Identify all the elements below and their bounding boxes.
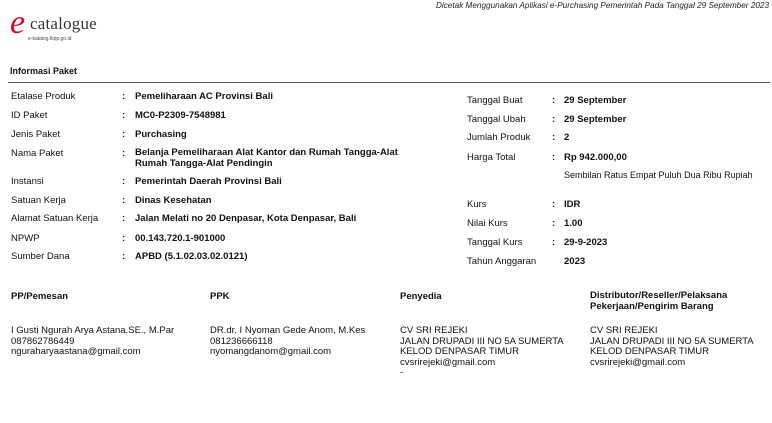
field-label-tanggal-ubah: Tanggal Ubah <box>467 114 526 125</box>
field-value-id-paket: MC0-P2309-7548981 <box>135 110 226 121</box>
field-value-etalase: Pemeliharaan AC Provinsi Bali <box>135 91 273 102</box>
party-line: cvsrirejeki@gmail.com <box>400 356 496 368</box>
party-line: CV SRI REJEKI <box>590 325 658 336</box>
field-label-satuan-kerja: Satuan Kerja <box>11 195 66 206</box>
printed-note: Dicetak Menggunakan Aplikasi e-Purchasing Pemerintah Pada Tanggal 29 September 2023 <box>435 1 769 10</box>
field-label-jenis-paket: Jenis Paket <box>11 129 61 140</box>
party-line: DR.dr. I Nyoman Gede Anom, M.Kes <box>210 325 366 336</box>
party-details-distributor <box>590 326 766 368</box>
field-label-instansi: Instansi <box>11 176 44 187</box>
field-value-tahun-anggaran: 2023 <box>564 256 586 267</box>
field-colon: : <box>122 251 126 262</box>
field-colon: : <box>122 233 126 244</box>
field-label-npwp: NPWP <box>11 233 40 244</box>
harga-terbilang: Sembilan Ratus Empat Puluh Dua Ribu Rupiah <box>564 170 753 180</box>
field-colon: : <box>122 148 126 159</box>
field-colon: : <box>552 152 556 163</box>
field-value-npwp: 00.143.720.1-901000 <box>135 233 226 244</box>
field-label-nilai-kurs: Nilai Kurs <box>467 218 508 229</box>
party-heading-penyedia: Penyedia <box>400 291 442 302</box>
party-line: 081236666118 <box>210 335 273 347</box>
logo-e-mark: e <box>10 4 26 41</box>
field-label-tanggal-buat: Tanggal Buat <box>467 95 523 106</box>
field-label-kurs: Kurs <box>467 199 487 210</box>
logo-url: e-katalog.lkpp.go.id <box>28 36 72 42</box>
party-line: JALAN DRUPADI III NO 5A SUMERTA KELOD DENPASAR TIMUR <box>400 335 564 357</box>
party-line: cvsrirejeki@gmail.com <box>590 356 686 368</box>
party-heading-ppk: PPK <box>210 291 230 302</box>
field-value-satuan-kerja: Dinas Kesehatan <box>135 195 212 206</box>
field-colon: : <box>122 91 126 102</box>
field-value-nama-paket: Belanja Pemeliharaan Alat Kantor dan Rumah Tangga-Alat Rumah Tangga-Alat Pendingin <box>135 147 398 169</box>
party-line: I Gusti Ngurah Arya Astana.SE., M.Par <box>11 325 175 336</box>
field-colon: : <box>552 237 556 248</box>
field-label-tahun-anggaran: Tahun Anggaran <box>467 256 537 267</box>
field-colon: : <box>552 114 556 125</box>
field-value-jenis-paket: Purchasing <box>135 129 187 140</box>
field-value-harga-total: Rp 942.000,00 <box>564 152 627 163</box>
field-value-tanggal-ubah: 29 September <box>564 114 627 125</box>
field-label-tanggal-kurs: Tanggal Kurs <box>467 237 523 248</box>
party-line: 087862786449 <box>11 335 75 347</box>
field-value-sumber-dana: APBD (5.1.02.03.02.0121) <box>135 251 248 262</box>
field-label-harga-total: Harga Total <box>467 152 516 163</box>
party-line: nyomangdanom@gmail.com <box>210 346 332 357</box>
party-details-ppk <box>210 326 395 358</box>
field-value-kurs: IDR <box>564 199 581 210</box>
field-value-instansi: Pemerintah Daerah Provinsi Bali <box>135 176 282 187</box>
party-line: - <box>400 367 404 378</box>
field-label-sumber-dana: Sumber Dana <box>11 251 70 262</box>
field-colon: : <box>552 218 556 229</box>
field-label-id-paket: ID Paket <box>11 110 48 121</box>
party-line: nguraharyaastana@gmail.com <box>11 346 141 357</box>
field-label-etalase: Etalase Produk <box>11 91 76 102</box>
party-details-pemesan <box>11 326 201 358</box>
field-colon: : <box>122 110 126 121</box>
logo-wordmark: catalogue <box>30 14 97 33</box>
field-label-nama-paket: Nama Paket <box>11 148 64 159</box>
field-colon: : <box>552 199 556 210</box>
field-label-alamat: Alamat Satuan Kerja <box>11 213 99 224</box>
field-value-tanggal-kurs: 29-9-2023 <box>564 237 608 248</box>
party-line: CV SRI REJEKI <box>400 325 468 336</box>
section-divider <box>8 82 770 83</box>
field-colon: : <box>552 95 556 106</box>
ecatalogue-logo <box>10 6 120 42</box>
party-heading-pemesan: PP/Pemesan <box>11 291 69 302</box>
party-line: JALAN DRUPADI III NO 5A SUMERTA KELOD DENPASAR TIMUR <box>590 335 754 357</box>
field-value-tanggal-buat: 29 September <box>564 95 627 106</box>
field-value-jumlah-produk: 2 <box>564 132 570 143</box>
field-colon: : <box>122 195 126 206</box>
section-title: Informasi Paket <box>10 66 78 76</box>
party-details-penyedia <box>400 326 578 379</box>
field-colon: : <box>122 213 126 224</box>
field-value-alamat: Jalan Melati no 20 Denpasar, Kota Denpasar, Bali <box>135 213 357 224</box>
field-colon: : <box>122 129 126 140</box>
party-heading-distributor: Distributor/Reseller/Pelaksana Pekerjaan/Pengirim Barang <box>590 290 728 312</box>
field-label-jumlah-produk: Jumlah Produk <box>467 132 531 143</box>
field-colon: : <box>122 176 126 187</box>
field-value-nilai-kurs: 1.00 <box>564 218 583 229</box>
field-colon: : <box>552 132 556 143</box>
